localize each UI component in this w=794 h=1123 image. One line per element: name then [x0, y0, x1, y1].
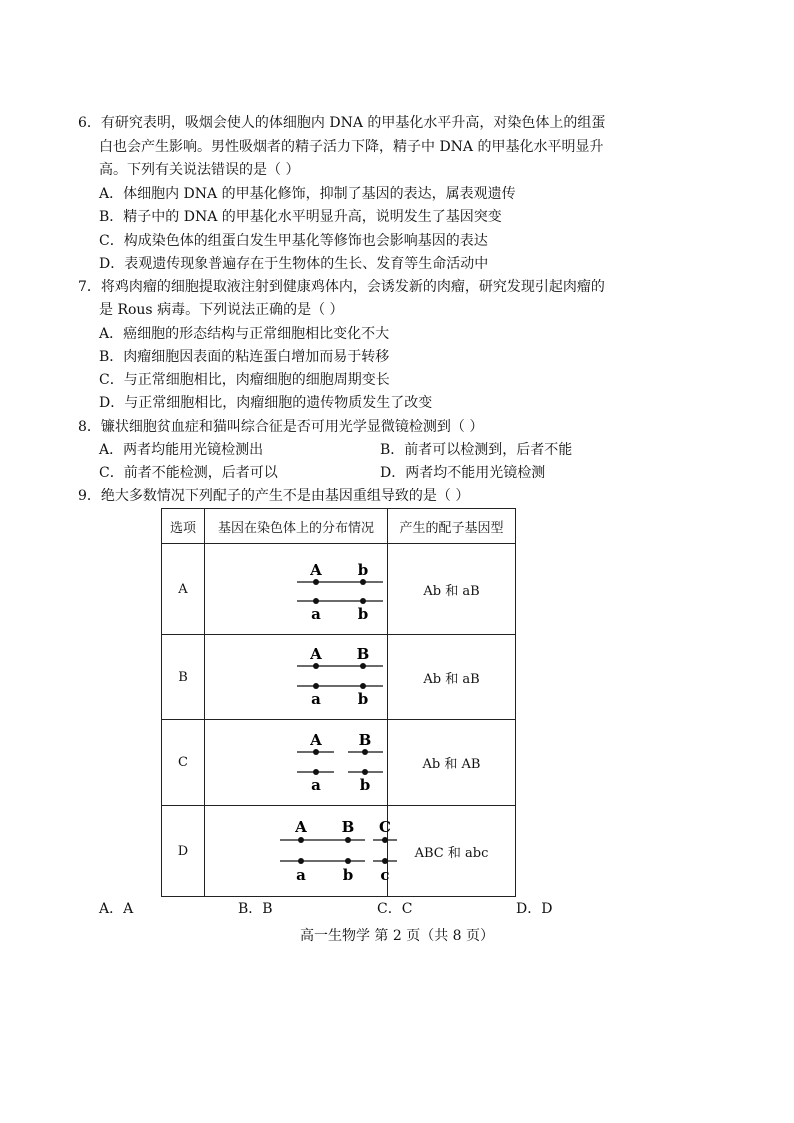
q6-option-a: A．体细胞内 DNA 的甲基化修饰，抑制了基因的表达，属表观遗传	[99, 186, 516, 202]
gene-label: B	[358, 731, 372, 749]
gene-locus	[360, 663, 366, 669]
q7-stem-line-1: 7．将鸡肉瘤的细胞提取液注射到健康鸡体内，会诱发新的肉瘤，研究发现引起肉瘤的	[78, 279, 605, 295]
chromosome-diagram	[205, 720, 388, 806]
q8-stem: 8．镰状细胞贫血症和猫叫综合征是否可用光学显微镜检测到（ ）	[78, 419, 484, 435]
row-gametes: ABC 和 abc	[388, 806, 516, 897]
page-footer: 高一生物学 第 2 页（共 8 页）	[299, 928, 495, 944]
gene-locus	[362, 749, 368, 755]
gene-label: a	[311, 776, 321, 794]
gene-locus	[313, 598, 319, 604]
row-option-label: A	[162, 544, 205, 635]
chromosome-pair-diagram	[205, 636, 387, 718]
chromosome-diagram	[205, 544, 388, 635]
q6-option-c: C．构成染色体的组蛋白发生甲基化等修饰也会影响基因的表达	[99, 233, 488, 249]
gene-label: b	[359, 776, 371, 794]
gene-label: a	[311, 690, 321, 708]
gene-label: c	[380, 866, 390, 884]
q9-answer-d: D．D	[516, 901, 553, 917]
gene-label: a	[311, 605, 321, 623]
q6-stem-line-2: 白也会产生影响。男性吸烟者的精子活力下降，精子中 DNA 的甲基化水平明显升	[99, 139, 604, 155]
gene-locus	[360, 579, 366, 585]
q8-option-b: B．前者可以检测到，后者不能	[380, 442, 573, 458]
gene-label: b	[342, 866, 354, 884]
q9-answer-c: C．C	[377, 901, 413, 917]
header-distribution: 基因在染色体上的分布情况	[205, 509, 388, 544]
chromosome-pair-diagram	[205, 545, 387, 633]
gene-label: B	[356, 645, 370, 663]
q8-option-d: D．两者均不能用光镜检测	[380, 465, 546, 481]
row-gametes: Ab 和 AB	[388, 720, 516, 806]
q8-option-c: C．前者不能检测，后者可以	[99, 465, 278, 481]
row-option-label: C	[162, 720, 205, 806]
q9-answer-a: A．A	[99, 901, 134, 917]
gene-label: b	[357, 690, 369, 708]
header-gametes: 产生的配子基因型	[388, 509, 516, 544]
gene-label: A	[295, 818, 307, 836]
gene-label: b	[357, 605, 369, 623]
q6-option-b: B．精子中的 DNA 的甲基化水平明显升高，说明发生了基因突变	[99, 209, 502, 225]
gene-locus	[382, 837, 388, 843]
gene-label: A	[310, 645, 322, 663]
q7-stem-line-2: 是 Rous 病毒。下列说法正确的是（ ）	[99, 302, 344, 318]
gene-locus	[313, 749, 319, 755]
header-option: 选项	[162, 509, 205, 544]
table-row	[162, 544, 516, 635]
q9-stem: 9．绝大多数情况下列配子的产生不是由基因重组导致的是（ ）	[78, 488, 470, 504]
q7-option-b: B．肉瘤细胞因表面的粘连蛋白增加而易于转移	[99, 349, 390, 365]
gene-label: a	[296, 866, 306, 884]
q6-option-d: D．表观遗传现象普遍存在于生物体的生长、发育等生命活动中	[99, 256, 489, 272]
gene-locus	[313, 663, 319, 669]
gene-label: b	[357, 561, 369, 579]
gene-locus	[382, 858, 388, 864]
q6-stem-line-1: 6．有研究表明，吸烟会使人的体细胞内 DNA 的甲基化水平升高，对染色体上的组蛋	[78, 115, 606, 131]
row-gametes: Ab 和 aB	[388, 544, 516, 635]
chromosome-diagram	[205, 806, 391, 897]
gene-locus	[298, 858, 304, 864]
q6-stem-line-3: 高。下列有关说法错误的是（ ）	[99, 162, 300, 178]
row-option-label: B	[162, 635, 205, 720]
table-row	[162, 720, 516, 806]
row-gametes: Ab 和 aB	[388, 635, 516, 720]
gene-label: A	[310, 561, 322, 579]
gene-locus	[345, 858, 351, 864]
gene-label: A	[310, 731, 322, 749]
q8-option-a: A．两者均能用光镜检测出	[99, 442, 264, 458]
q7-option-a: A．癌细胞的形态结构与正常细胞相比变化不大	[99, 326, 390, 342]
table-row	[162, 635, 516, 720]
gene-locus	[360, 598, 366, 604]
chromosome-pair-diagram	[205, 807, 391, 895]
gene-locus	[345, 837, 351, 843]
q9-answer-b: B．B	[238, 901, 273, 917]
gene-locus	[313, 683, 319, 689]
table-row	[162, 806, 516, 897]
q7-option-c: C．与正常细胞相比，肉瘤细胞的细胞周期变长	[99, 372, 390, 388]
gene-distribution-table	[161, 508, 516, 897]
gene-locus	[313, 769, 319, 775]
q7-option-d: D．与正常细胞相比，肉瘤细胞的遗传物质发生了改变	[99, 395, 433, 411]
table-header-row	[162, 509, 516, 544]
gene-locus	[298, 837, 304, 843]
row-option-label: D	[162, 806, 205, 897]
gene-locus	[313, 579, 319, 585]
chromosome-pair-diagram	[205, 721, 387, 804]
gene-label: B	[341, 818, 355, 836]
chromosome-diagram	[205, 635, 388, 720]
gene-locus	[360, 683, 366, 689]
gene-locus	[362, 769, 368, 775]
gene-label: C	[379, 818, 391, 836]
